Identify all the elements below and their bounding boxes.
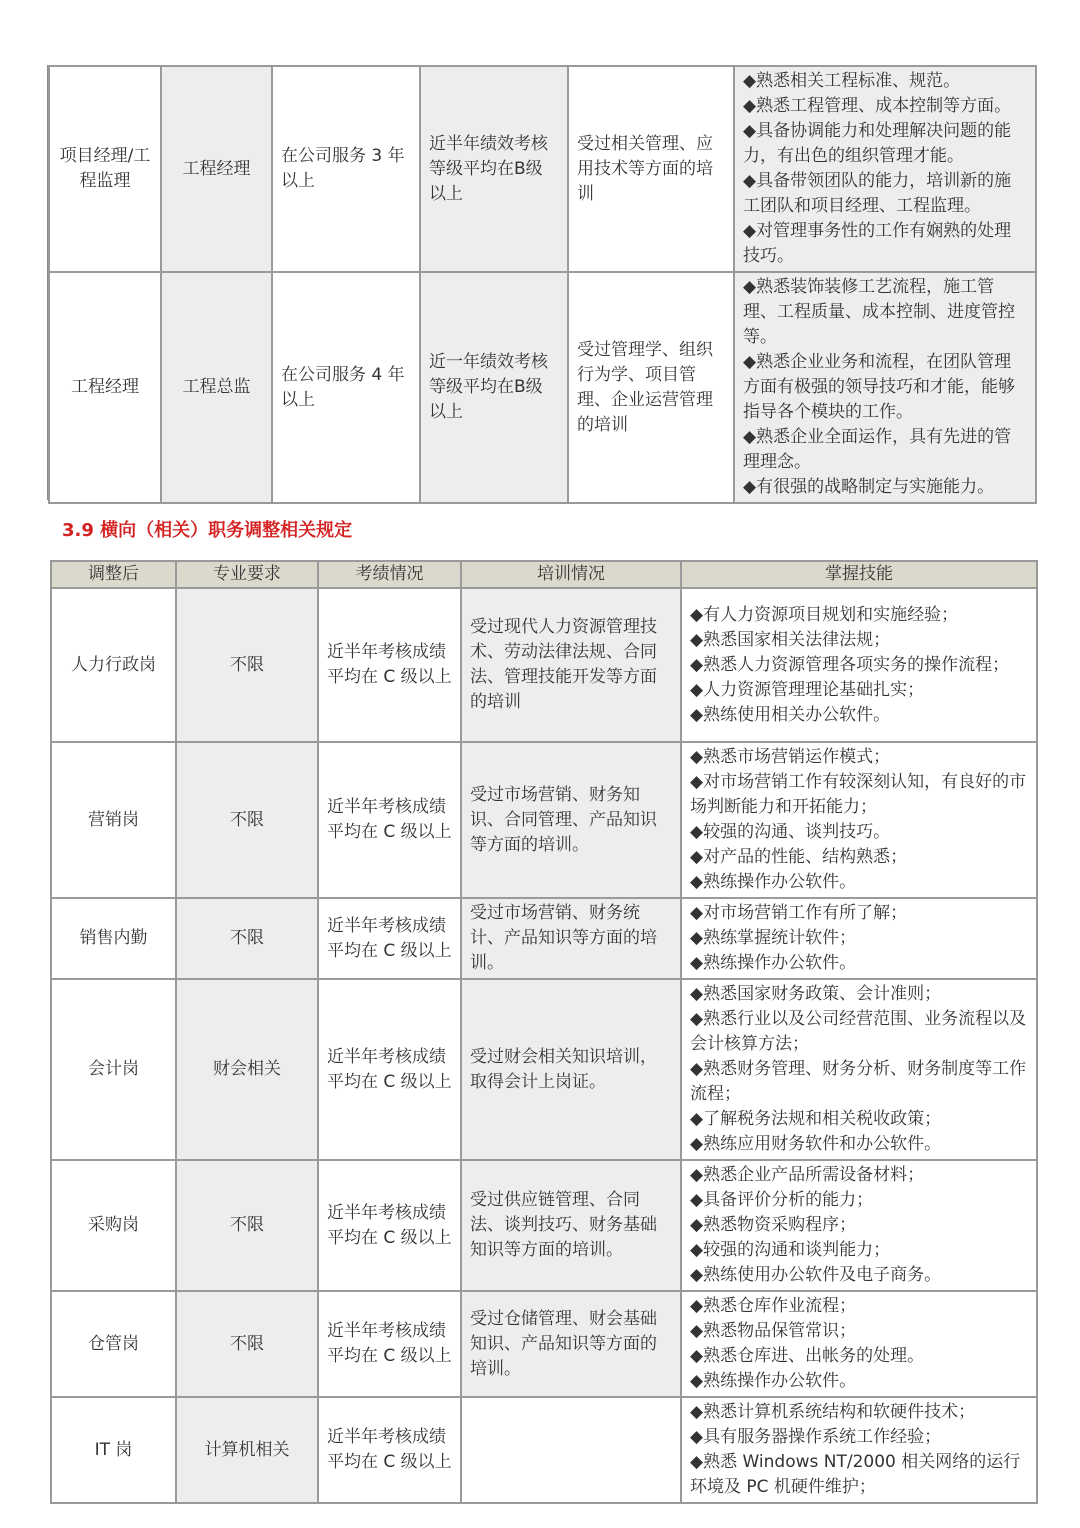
lateral-transfer-table bbox=[50, 560, 1038, 1504]
table-row bbox=[49, 66, 1036, 272]
performance-cell: 近半年考核成绩平均在 C 级以上 bbox=[318, 1160, 461, 1291]
position-cell: IT 岗 bbox=[51, 1397, 176, 1503]
position-cell: 仓管岗 bbox=[51, 1291, 176, 1397]
skill-item: ◆熟悉企业全面运作，具有先进的管理理念。 bbox=[743, 427, 1012, 472]
performance-cell: 近半年考核成绩平均在 C 级以上 bbox=[318, 1397, 461, 1503]
performance-requirement: 近半年绩效考核等级平均在B级以上 bbox=[420, 66, 568, 272]
skill-item: ◆较强的沟通、谈判技巧。 bbox=[690, 822, 891, 842]
skill-item: ◆熟悉计算机系统结构和软硬件技术； bbox=[690, 1402, 976, 1422]
promotion-table bbox=[48, 65, 1037, 504]
training-cell: 受过市场营销、财务知识、合同管理、产品知识等方面的培训。 bbox=[461, 742, 681, 898]
skills-cell bbox=[681, 1397, 1037, 1503]
skill-item: ◆熟练操作办公软件。 bbox=[690, 872, 857, 892]
skill-item: ◆较强的沟通和谈判能力； bbox=[690, 1240, 891, 1260]
training-cell: 受过仓储管理、财会基础知识、产品知识等方面的培训。 bbox=[461, 1291, 681, 1397]
table-row bbox=[51, 1397, 1037, 1503]
position-cell: 人力行政岗 bbox=[51, 588, 176, 742]
skill-item: ◆熟悉仓库进、出帐务的处理。 bbox=[690, 1346, 925, 1366]
skill-item: ◆对市场营销工作有所了解； bbox=[690, 903, 908, 923]
section-title: 3.9 横向（相关）职务调整相关规定 bbox=[62, 520, 353, 541]
table-row bbox=[51, 1160, 1037, 1291]
skill-item: ◆熟悉 Windows NT/2000 相关网络的运行环境及 PC 机硬件维护； bbox=[690, 1452, 1021, 1497]
header-cell: 考绩情况 bbox=[318, 561, 461, 588]
training-cell bbox=[461, 1397, 681, 1503]
skills-cell bbox=[734, 272, 1036, 503]
skills-cell bbox=[734, 66, 1036, 272]
skill-item: ◆有很强的战略制定与实施能力。 bbox=[743, 477, 995, 497]
skill-item: ◆熟悉物品保管常识； bbox=[690, 1321, 857, 1341]
skill-item: ◆熟悉仓库作业流程； bbox=[690, 1296, 857, 1316]
skill-item: ◆熟悉国家相关法律法规； bbox=[690, 629, 891, 650]
table-row bbox=[51, 1291, 1037, 1397]
skill-item: ◆对产品的性能、结构熟悉； bbox=[690, 847, 908, 867]
header-cell: 专业要求 bbox=[176, 561, 318, 588]
training-cell: 受过现代人力资源管理技术、劳动法律法规、合同法、管理技能开发等方面的培训 bbox=[461, 588, 681, 742]
skill-item: ◆熟练操作办公软件。 bbox=[690, 953, 857, 973]
skill-item: ◆熟练应用财务软件和办公软件。 bbox=[690, 1134, 942, 1154]
major-cell: 不限 bbox=[176, 742, 318, 898]
table-row bbox=[51, 979, 1037, 1160]
skill-item: ◆了解税务法规和相关税收政策； bbox=[690, 1109, 942, 1129]
performance-cell: 近半年考核成绩平均在 C 级以上 bbox=[318, 979, 461, 1160]
table-header-row bbox=[51, 561, 1037, 588]
skill-item: ◆具备协调能力和处理解决问题的能力，有出色的组织管理才能。 bbox=[743, 121, 1012, 166]
skill-item: ◆熟练操作办公软件。 bbox=[690, 1371, 857, 1391]
service-requirement: 在公司服务 3 年以上 bbox=[272, 66, 420, 272]
skills-cell bbox=[681, 979, 1037, 1160]
skill-item: ◆有人力资源项目规划和实施经验； bbox=[690, 604, 959, 625]
skill-item: ◆对市场营销工作有较深刻认知，有良好的市场判断能力和开拓能力； bbox=[690, 772, 1027, 817]
table-row bbox=[49, 272, 1036, 503]
position-cell: 销售内勤 bbox=[51, 898, 176, 979]
performance-cell: 近半年考核成绩平均在 C 级以上 bbox=[318, 1291, 461, 1397]
skills-cell bbox=[681, 1160, 1037, 1291]
skill-item: ◆熟悉国家财务政策、会计准则； bbox=[690, 984, 942, 1004]
skill-item: ◆熟悉人力资源管理各项实务的操作流程； bbox=[690, 654, 1010, 675]
training-cell: 受过供应链管理、合同法、谈判技巧、财务基础知识等方面的培训。 bbox=[461, 1160, 681, 1291]
skill-item: ◆熟练使用办公软件及电子商务。 bbox=[690, 1265, 942, 1285]
skill-item: ◆熟悉物资采购程序； bbox=[690, 1215, 857, 1235]
skill-item: ◆熟悉企业产品所需设备材料； bbox=[690, 1165, 925, 1185]
skill-item: ◆熟悉市场营销运作模式； bbox=[690, 747, 891, 767]
header-cell: 培训情况 bbox=[461, 561, 681, 588]
performance-requirement: 近一年绩效考核等级平均在B级以上 bbox=[420, 272, 568, 503]
training-requirement: 受过管理学、组织行为学、项目管理、企业运营管理的培训 bbox=[568, 272, 734, 503]
performance-cell: 近半年考核成绩平均在 C 级以上 bbox=[318, 588, 461, 742]
skill-item: ◆人力资源管理理论基础扎实； bbox=[690, 679, 925, 700]
major-cell: 财会相关 bbox=[176, 979, 318, 1160]
skills-cell bbox=[681, 588, 1037, 742]
skill-item: ◆具有服务器操作系统工作经验； bbox=[690, 1427, 942, 1447]
skill-item: ◆熟悉行业以及公司经营范围、业务流程以及会计核算方法； bbox=[690, 1009, 1027, 1054]
skill-item: ◆熟练使用相关办公软件。 bbox=[690, 704, 891, 725]
skill-item: ◆具备评价分析的能力； bbox=[690, 1190, 874, 1210]
table-row bbox=[51, 742, 1037, 898]
header-cell: 掌握技能 bbox=[681, 561, 1037, 588]
major-cell: 不限 bbox=[176, 1160, 318, 1291]
skill-item: ◆熟悉财务管理、财务分析、财务制度等工作流程； bbox=[690, 1059, 1027, 1104]
skill-item: ◆对管理事务性的工作有娴熟的处理技巧。 bbox=[743, 221, 1012, 266]
skills-cell bbox=[681, 742, 1037, 898]
table-row bbox=[51, 588, 1037, 742]
training-cell: 受过市场营销、财务统计、产品知识等方面的培训。 bbox=[461, 898, 681, 979]
from-position: 工程经理 bbox=[49, 272, 161, 503]
header-cell: 调整后 bbox=[51, 561, 176, 588]
from-position: 项目经理/工程监理 bbox=[49, 66, 161, 272]
skill-item: ◆具备带领团队的能力，培训新的施工团队和项目经理、工程监理。 bbox=[743, 171, 1012, 216]
position-cell: 营销岗 bbox=[51, 742, 176, 898]
major-cell: 不限 bbox=[176, 588, 318, 742]
major-cell: 计算机相关 bbox=[176, 1397, 318, 1503]
performance-cell: 近半年考核成绩平均在 C 级以上 bbox=[318, 898, 461, 979]
skill-item: ◆熟悉企业业务和流程，在团队管理方面有极强的领导技巧和才能，能够指导各个模块的工作。 bbox=[743, 352, 1015, 422]
performance-cell: 近半年考核成绩平均在 C 级以上 bbox=[318, 742, 461, 898]
position-cell: 采购岗 bbox=[51, 1160, 176, 1291]
major-cell: 不限 bbox=[176, 1291, 318, 1397]
position-cell: 会计岗 bbox=[51, 979, 176, 1160]
table-row bbox=[51, 898, 1037, 979]
training-requirement: 受过相关管理、应用技术等方面的培训 bbox=[568, 66, 734, 272]
to-position: 工程总监 bbox=[161, 272, 272, 503]
skill-item: ◆熟悉装饰装修工艺流程，施工管理、工程质量、成本控制、进度管控等。 bbox=[743, 277, 1015, 347]
skill-item: ◆熟悉工程管理、成本控制等方面。 bbox=[743, 96, 1012, 116]
training-cell: 受过财会相关知识培训，取得会计上岗证。 bbox=[461, 979, 681, 1160]
service-requirement: 在公司服务 4 年以上 bbox=[272, 272, 420, 503]
skills-cell bbox=[681, 1291, 1037, 1397]
to-position: 工程经理 bbox=[161, 66, 272, 272]
skills-cell bbox=[681, 898, 1037, 979]
skill-item: ◆熟悉相关工程标准、规范。 bbox=[743, 71, 961, 91]
major-cell: 不限 bbox=[176, 898, 318, 979]
skill-item: ◆熟练掌握统计软件； bbox=[690, 928, 857, 948]
